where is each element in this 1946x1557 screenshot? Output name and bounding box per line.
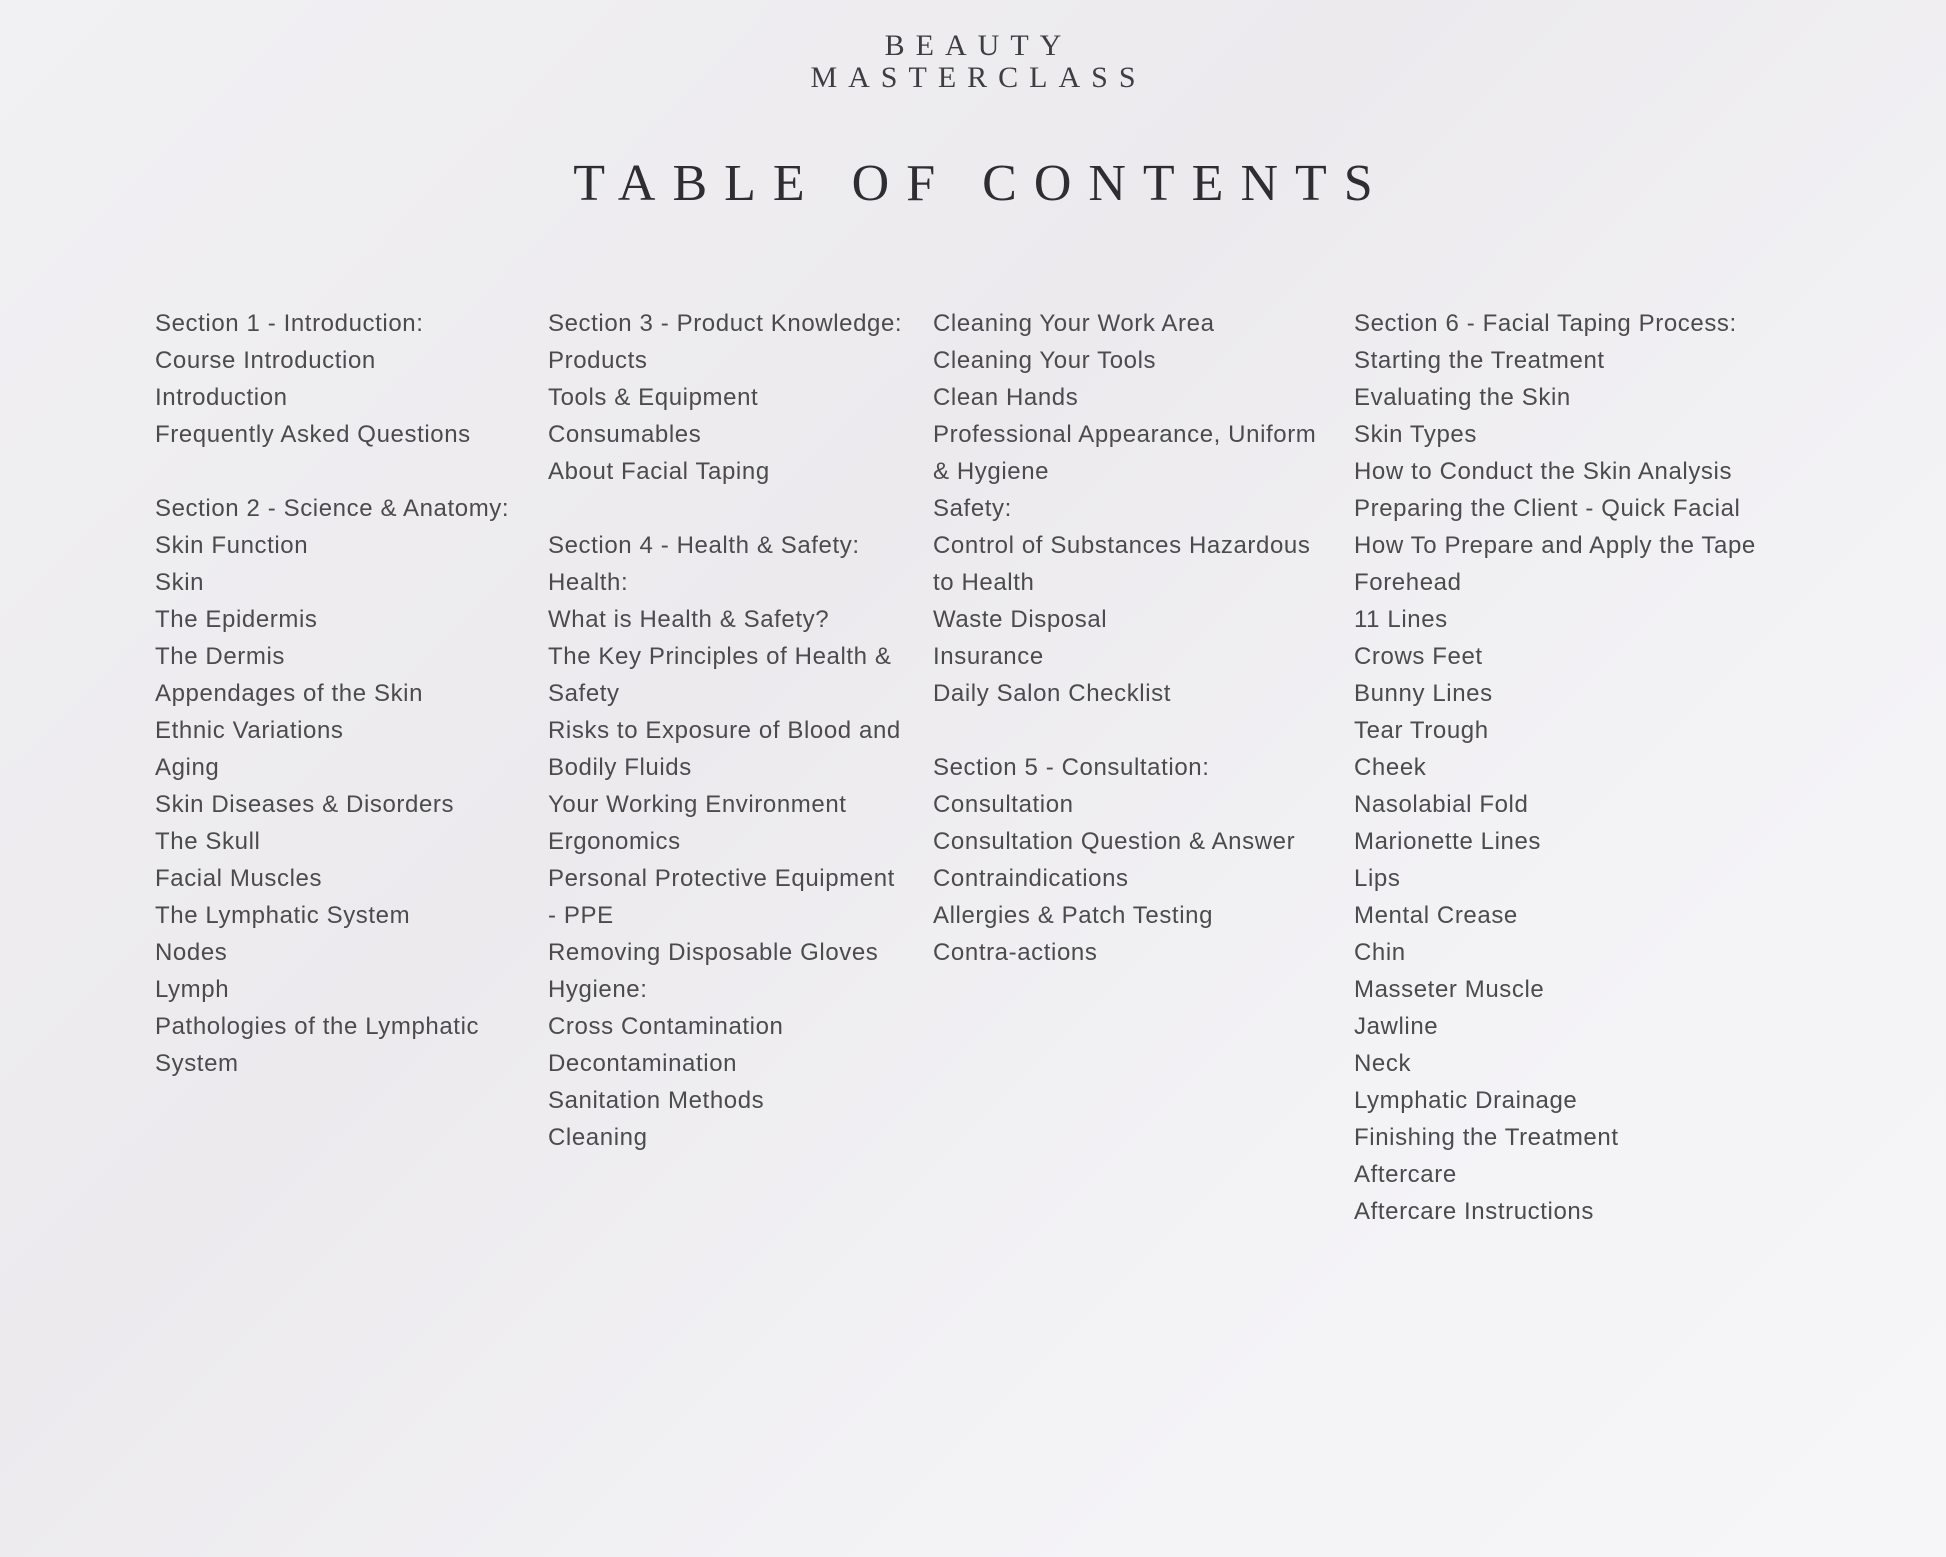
toc-entry: Cleaning Your Work Area <box>933 310 1215 337</box>
toc-column-1 <box>155 305 525 1082</box>
toc-entry: Starting the Treatment <box>1354 347 1605 374</box>
toc-entry: Ethnic Variations <box>155 717 344 744</box>
toc-entry: Tools & Equipment <box>548 384 759 411</box>
toc-entry: The Skull <box>155 828 261 855</box>
toc-entry: Contraindications <box>933 865 1129 892</box>
toc-entry: Bodily Fluids <box>548 754 692 781</box>
toc-entry: Chin <box>1354 939 1406 966</box>
toc-entry: Risks to Exposure of Blood and <box>548 717 901 744</box>
toc-section-heading: Section 5 - Consultation: <box>933 754 1210 781</box>
toc-entry: How to Conduct the Skin Analysis <box>1354 458 1733 485</box>
toc-column-2 <box>548 305 918 1156</box>
toc-entry: Facial Muscles <box>155 865 323 892</box>
toc-entry: Pathologies of the Lymphatic <box>155 1013 480 1040</box>
toc-entry: The Key Principles of Health & <box>548 643 892 670</box>
toc-section-heading: Section 1 - Introduction: <box>155 310 424 337</box>
toc-entry: Appendages of the Skin <box>155 680 424 707</box>
toc-section-heading: Section 6 - Facial Taping Process: <box>1354 310 1737 337</box>
toc-entry: Nasolabial Fold <box>1354 791 1529 818</box>
toc-entry: The Dermis <box>155 643 286 670</box>
toc-entry: Jawline <box>1354 1013 1439 1040</box>
toc-entry: What is Health & Safety? <box>548 606 830 633</box>
toc-entry: System <box>155 1050 239 1077</box>
toc-entry: Marionette Lines <box>1354 828 1542 855</box>
toc-entry: - PPE <box>548 902 614 929</box>
toc-entry: & Hygiene <box>933 458 1050 485</box>
toc-section-heading: Section 3 - Product Knowledge: <box>548 310 903 337</box>
toc-entry: Aftercare Instructions <box>1354 1198 1594 1225</box>
toc-entry: Preparing the Client - Quick Facial <box>1354 495 1741 522</box>
toc-entry: Skin Function <box>155 532 309 559</box>
toc-entry: Masseter Muscle <box>1354 976 1545 1003</box>
toc-entry: Lymph <box>155 976 230 1003</box>
toc-entry: Aging <box>155 754 220 781</box>
toc-entry: Skin Diseases & Disorders <box>155 791 455 818</box>
toc-section-heading: Section 4 - Health & Safety: <box>548 532 860 559</box>
section-spacer <box>155 453 525 490</box>
toc-entry: Nodes <box>155 939 228 966</box>
toc-entry: Crows Feet <box>1354 643 1483 670</box>
toc-entry: Course Introduction <box>155 347 376 374</box>
toc-entry: About Facial Taping <box>548 458 770 485</box>
toc-entry: How To Prepare and Apply the Tape <box>1354 532 1756 559</box>
toc-entry: Sanitation Methods <box>548 1087 765 1114</box>
toc-entry: Cleaning <box>548 1124 648 1151</box>
page-title: TABLE OF CONTENTS <box>573 155 1390 212</box>
toc-entry: Decontamination <box>548 1050 738 1077</box>
toc-section-heading: Section 2 - Science & Anatomy: <box>155 495 510 522</box>
toc-entry: Finishing the Treatment <box>1354 1124 1619 1151</box>
toc-entry: Aftercare <box>1354 1161 1457 1188</box>
toc-entry: Products <box>548 347 648 374</box>
toc-entry: Your Working Environment <box>548 791 847 818</box>
toc-entry: Skin <box>155 569 205 596</box>
toc-entry: Forehead <box>1354 569 1462 596</box>
toc-entry: 11 Lines <box>1354 606 1448 633</box>
toc-entry: Bunny Lines <box>1354 680 1493 707</box>
section-spacer <box>933 712 1333 749</box>
toc-column-4 <box>1354 305 1794 1230</box>
toc-entry: The Epidermis <box>155 606 318 633</box>
toc-entry: Neck <box>1354 1050 1412 1077</box>
toc-entry: Mental Crease <box>1354 902 1518 929</box>
toc-entry: Contra-actions <box>933 939 1098 966</box>
brand-line-1: BEAUTY <box>884 29 1073 62</box>
toc-entry: Waste Disposal <box>933 606 1108 633</box>
toc-entry: Daily Salon Checklist <box>933 680 1172 707</box>
toc-entry: Personal Protective Equipment <box>548 865 895 892</box>
toc-entry: Insurance <box>933 643 1044 670</box>
toc-column-3 <box>933 305 1333 971</box>
toc-entry: Safety: <box>933 495 1012 522</box>
toc-entry: Cross Contamination <box>548 1013 784 1040</box>
toc-entry: Allergies & Patch Testing <box>933 902 1214 929</box>
toc-entry: Safety <box>548 680 620 707</box>
section-spacer <box>548 490 918 527</box>
toc-entry: Lips <box>1354 865 1401 892</box>
toc-entry: Consumables <box>548 421 702 448</box>
toc-entry: Evaluating the Skin <box>1354 384 1571 411</box>
toc-entry: Consultation Question & Answer <box>933 828 1296 855</box>
toc-entry: Removing Disposable Gloves <box>548 939 879 966</box>
toc-entry: Introduction <box>155 384 288 411</box>
toc-entry: Frequently Asked Questions <box>155 421 471 448</box>
toc-entry: Tear Trough <box>1354 717 1489 744</box>
toc-entry: Ergonomics <box>548 828 681 855</box>
toc-entry: The Lymphatic System <box>155 902 411 929</box>
brand-logo <box>0 30 1946 94</box>
toc-entry: Health: <box>548 569 629 596</box>
toc-entry: Control of Substances Hazardous <box>933 532 1311 559</box>
toc-entry: Cleaning Your Tools <box>933 347 1157 374</box>
toc-entry: Professional Appearance, Uniform <box>933 421 1317 448</box>
toc-entry: to Health <box>933 569 1035 596</box>
toc-entry: Lymphatic Drainage <box>1354 1087 1578 1114</box>
toc-entry: Clean Hands <box>933 384 1079 411</box>
toc-entry: Consultation <box>933 791 1074 818</box>
toc-entry: Skin Types <box>1354 421 1477 448</box>
toc-entry: Hygiene: <box>548 976 648 1003</box>
brand-line-2: MASTERCLASS <box>810 61 1147 94</box>
toc-entry: Cheek <box>1354 754 1427 781</box>
